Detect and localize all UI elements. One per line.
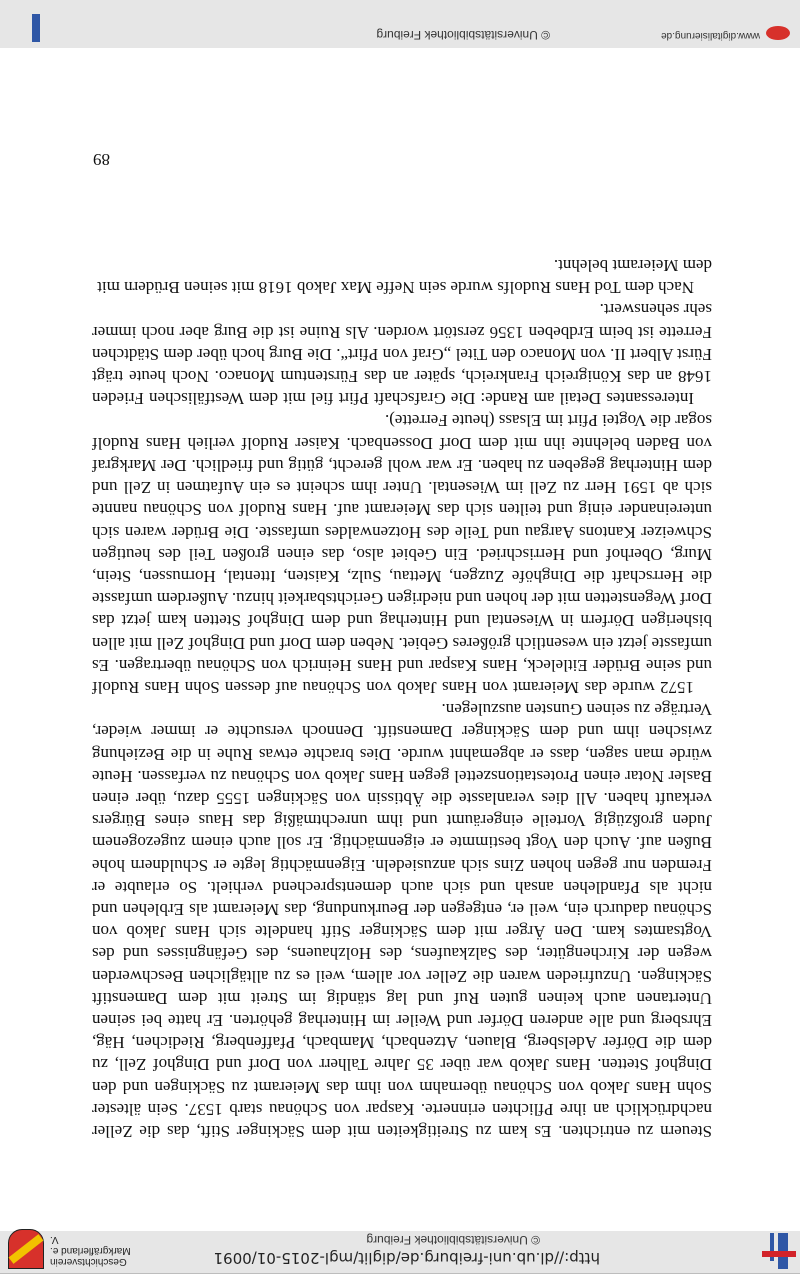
library-logo-small-icon <box>32 14 40 42</box>
paragraph-3: Interessantes Detail am Rande: Die Grafschaft Pfirt fiel mit dem Westfälischen Frieden 1648 an das Königreich Frankreich, später an das Fürstentum Monaco. Noch heute trägt Fürst Albert II. von Monaco den Titel „Graf von Pfirt“. Die Burg hoch über dem Städtchen Ferrette ist beim Erdbeben 1356 zerstört worden. Als Ruine ist die Burg aber noch immer sehr sehenswert. <box>92 300 712 409</box>
page-number: 89 <box>93 150 110 169</box>
viewer-footer-bar <box>0 1231 800 1274</box>
footer-copyright: © Universitätsbibliothek Freiburg <box>366 1233 540 1247</box>
society-name-line-2: Markgräflerland e. V. <box>50 1234 131 1256</box>
society-crest-small-icon <box>766 26 790 40</box>
society-crest-icon <box>8 1229 44 1269</box>
university-library-logo-icon <box>744 1233 796 1269</box>
header-link[interactable]: www.digitalisierung.de <box>661 30 760 41</box>
society-name <box>50 1234 140 1267</box>
document-url[interactable]: http://dl.ub.uni-freiburg.de/diglit/mgl-2015-01/0091 <box>213 1249 600 1267</box>
header-copyright: © Universitätsbibliothek Freiburg <box>376 28 550 42</box>
page-text <box>92 254 712 1142</box>
paragraph-2: 1572 wurde das Meieramt von Hans Jakob von Schönau auf dessen Sohn Hans Rudolf und seine Brüder Eitleleck, Hans Kaspar und Hans Heinrich von Schönau übertragen. Es umfasste jetzt ein wesentlich größeres Gebiet. Neben dem Dorf und Dinghof Zell mit allen bisherigen Dörfern in Wiesental und Hinterhag und dem Dinghof Stetten kam jetzt das Dorf Wegenstetten mit der hohen und niedrigen Gerichtsbarkeit hinzu. Außerdem umfasste die Herrschaft die Dinghöfe Zuzgen, Mettau, Sulz, Kaisten, Ittental, Hornussen, Stein, Murg, Oberhof und Herrischried. Ein Gebiet also, das einen großen Teil des heutigen Schweizer Kantons Aargau und Teile des Hotzenwaldes umfasste. Die Brüder waren sich untereinander einig und teilten sich das Meieramt auf. Hans Rudolf von Schönau nannte sich ab 1591 Herr zu Zell im Wiesental. Unter ihm scheint es ein Aufatmen in Zell und dem Hinterhag gegeben zu haben. Er war wohl gerecht, gütig und friedlich. Der Markgraf von Baden belehnte ihn mit dem Dorf Dossenbach. Kaiser Rudolf verlieh Hans Rudolf sogar die Vogtei Pfirt im Elsass (heute Ferrette). <box>92 411 712 697</box>
paragraph-1: Steuern zu entrichten. Es kam zu Streitigkeiten mit dem Säckinger Stift, das die Zeller nachdrücklich an ihre Pflichten erinnerte. Kaspar von Schönau starb 1537. Sein ältester Sohn Hans Jakob von Schönau übernahm von ihm das Meieramt zu Säckingen und den Dinghof Stetten. Hans Jakob war über 35 Jahre Talherr von Dorf und Dinghof Zell, zu dem die Dörfer Adelsberg, Blauen, Atzenbach, Mambach, Pfaffenberg, Riedichen, Häg, Ehrsberg und alle anderen Dörfer und Weiler im Hinterhag gehörten. Er hatte bei seinen Untertanen auch keinen guten Ruf und lag ständig im Streit mit dem Damenstift Säckingen. Unzufrieden waren die Zeller vor allem, weil es zu alltäglichen Beschwerden wegen der Kirchengüter, des Salzkaufens, des Holzhauens, des Gefängnisses und des Vogtsamtes kam. Den Ärger mit dem Säckinger Stift handelte sich Hans Jakob von Schönau dadurch ein, weil er, entgegen der Beurkundung, das Meieramt als Erblehen und nicht als Pfandlehen ansah und sich auch dementsprechend verhielt. So erlaubte er Fremden nur gegen hohen Zins sich anzusiedeln. Eigenmächtig legte er Schuldnern hohe Bußen auf. Auch den Vogt bestimmte er eigenmächtig. Er soll auch einem zugezogenem Juden großzügig Vorteile eingeräumt und ihm unrechtmäßig das Haus eines Bürgers verkauft haben. All dies veranlasste die Äbtissin von Säckingen 1555 dazu, über einen Basler Notar einen Protestationszettel gegen Hans Jakob von Schönau zu verfassen. Heute würde man sagen, dass er abgemahnt wurde. Dies brachte etwas Ruhe in die Beziehung zwischen ihm und dem Säckinger Damenstift. Dennoch versuchte er immer wieder, Verträge zu seinen Gunsten auszulegen. <box>92 700 712 1141</box>
viewer-header-bar <box>0 0 800 48</box>
society-name-line-1: Geschichtsverein <box>50 1256 127 1267</box>
paragraph-4: Nach dem Tod Hans Rudolfs wurde sein Neffe Max Jakob 1618 mit seinen Brüdern mit dem Meieramt belehnt. <box>97 256 712 298</box>
